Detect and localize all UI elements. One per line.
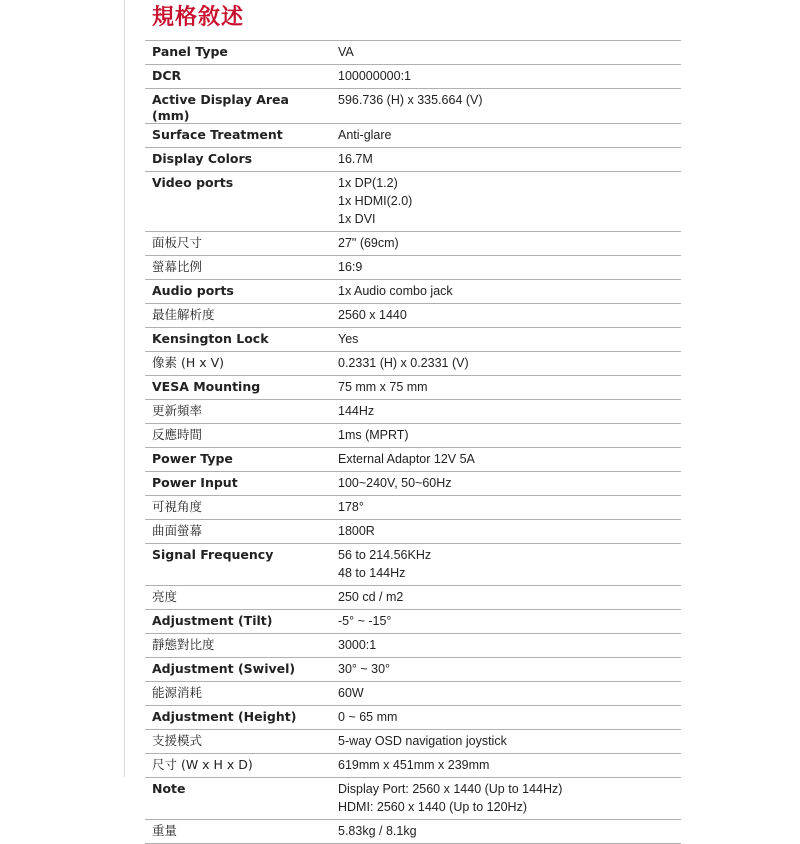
spec-label: Audio ports — [152, 283, 234, 298]
spec-value — [330, 544, 681, 585]
spec-value-line: External Adaptor 12V 5A — [338, 452, 475, 466]
page-title: 規格敘述 — [152, 5, 245, 30]
spec-label: 反應時間 — [152, 427, 203, 442]
spec-value — [330, 658, 681, 681]
spec-value — [330, 352, 681, 375]
spec-row — [145, 682, 681, 706]
spec-value — [330, 682, 681, 705]
spec-value-line: 100~240V, 50~60Hz — [338, 476, 452, 490]
spec-value-line: 5-way OSD navigation joystick — [338, 734, 507, 748]
spec-value-line: 1800R — [338, 524, 375, 538]
spec-row — [145, 520, 681, 544]
spec-value — [330, 65, 681, 88]
spec-value-line: 2560 x 1440 — [338, 308, 407, 322]
spec-value — [330, 41, 681, 64]
spec-value-line: 75 mm x 75 mm — [338, 380, 428, 394]
spec-value — [330, 328, 681, 351]
spec-label: Power Type — [152, 451, 233, 466]
spec-value-line: 27" (69cm) — [338, 236, 399, 250]
spec-row — [145, 472, 681, 496]
spec-row — [145, 232, 681, 256]
spec-label: 能源消耗 — [152, 685, 203, 700]
spec-value — [330, 89, 681, 112]
spec-value-line: VA — [338, 45, 354, 59]
spec-label: Signal Frequency — [152, 547, 274, 562]
spec-row — [145, 754, 681, 778]
spec-row — [145, 280, 681, 304]
spec-value-line: 250 cd / m2 — [338, 590, 404, 604]
spec-label: DCR — [152, 68, 182, 83]
spec-row — [145, 730, 681, 754]
spec-value — [330, 520, 681, 543]
left-divider — [124, 0, 125, 777]
spec-row — [145, 40, 681, 65]
spec-value-line: Yes — [338, 332, 359, 346]
spec-row — [145, 448, 681, 472]
spec-value-line: 100000000:1 — [338, 69, 411, 83]
spec-value — [330, 586, 681, 609]
spec-value — [330, 754, 681, 777]
spec-label: 螢幕比例 — [152, 259, 203, 274]
spec-value-line: 48 to 144Hz — [338, 566, 406, 580]
spec-value-line: 56 to 214.56KHz — [338, 548, 432, 562]
spec-value-line: 1x HDMI(2.0) — [338, 194, 413, 208]
spec-row — [145, 256, 681, 280]
spec-value — [330, 280, 681, 303]
spec-value-line: 0 ~ 65 mm — [338, 710, 398, 724]
spec-label: 尺寸 (W x H x D) — [152, 757, 253, 772]
spec-label: 亮度 — [152, 589, 178, 604]
spec-label: Power Input — [152, 475, 238, 490]
spec-value-line: 0.2331 (H) x 0.2331 (V) — [338, 356, 469, 370]
spec-value — [330, 634, 681, 657]
spec-row — [145, 65, 681, 89]
spec-value — [330, 496, 681, 519]
spec-value-line: 144Hz — [338, 404, 375, 418]
spec-label: Note — [152, 781, 186, 796]
spec-label: Adjustment (Swivel) — [152, 661, 296, 676]
spec-row — [145, 778, 681, 820]
spec-value-line: 1x DP(1.2) — [338, 176, 398, 190]
spec-table — [145, 40, 681, 844]
spec-row — [145, 820, 681, 844]
spec-value-line: 1ms (MPRT) — [338, 428, 409, 442]
spec-value-line: 619mm x 451mm x 239mm — [338, 758, 490, 772]
spec-value — [330, 376, 681, 399]
spec-value-line: 60W — [338, 686, 364, 700]
spec-row — [145, 400, 681, 424]
spec-value — [330, 448, 681, 471]
spec-label: Adjustment (Height) — [152, 709, 297, 724]
spec-row — [145, 544, 681, 586]
spec-label: 重量 — [152, 823, 178, 838]
spec-value-line: 30° ~ 30° — [338, 662, 391, 676]
spec-value-line: 3000:1 — [338, 638, 377, 652]
spec-value — [330, 706, 681, 729]
spec-row — [145, 328, 681, 352]
spec-row — [145, 634, 681, 658]
spec-label: 支援模式 — [152, 733, 203, 748]
spec-label: 曲面螢幕 — [152, 523, 203, 538]
spec-label: 靜態對比度 — [152, 637, 215, 652]
spec-label: VESA Mounting — [152, 379, 261, 394]
spec-label: Display Colors — [152, 151, 253, 166]
spec-value — [330, 730, 681, 753]
spec-value-line: Display Port: 2560 x 1440 (Up to 144Hz) — [338, 782, 563, 796]
spec-row — [145, 124, 681, 148]
spec-row — [145, 610, 681, 634]
spec-row — [145, 172, 681, 232]
spec-label: 可視角度 — [152, 499, 203, 514]
spec-value — [330, 148, 681, 171]
spec-row — [145, 352, 681, 376]
spec-value-line: 5.83kg / 8.1kg — [338, 824, 417, 838]
spec-value — [330, 400, 681, 423]
spec-value-line: 16:9 — [338, 260, 363, 274]
spec-value — [330, 778, 681, 819]
spec-label: Panel Type — [152, 44, 228, 59]
spec-value — [330, 304, 681, 327]
spec-value — [330, 232, 681, 255]
spec-value-line: -5° ~ -15° — [338, 614, 392, 628]
spec-label: 更新頻率 — [152, 403, 203, 418]
spec-row — [145, 376, 681, 400]
spec-label: Kensington Lock — [152, 331, 269, 346]
spec-label: Surface Treatment — [152, 127, 283, 142]
spec-label: 像素 (H x V) — [152, 355, 225, 370]
spec-value-line: Anti-glare — [338, 128, 392, 142]
spec-value — [330, 256, 681, 279]
spec-row — [145, 586, 681, 610]
spec-row — [145, 706, 681, 730]
spec-value-line: HDMI: 2560 x 1440 (Up to 120Hz) — [338, 800, 527, 814]
spec-row — [145, 424, 681, 448]
spec-row — [145, 496, 681, 520]
spec-value-line: 1x Audio combo jack — [338, 284, 453, 298]
spec-label: Active Display Area (mm) — [152, 92, 289, 123]
spec-row — [145, 304, 681, 328]
spec-value-line: 596.736 (H) x 335.664 (V) — [338, 93, 483, 107]
spec-row — [145, 658, 681, 682]
spec-value — [330, 424, 681, 447]
spec-row — [145, 89, 681, 124]
spec-value-line: 1x DVI — [338, 212, 376, 226]
spec-value — [330, 610, 681, 633]
spec-value-line: 16.7M — [338, 152, 373, 166]
spec-row — [145, 148, 681, 172]
spec-value — [330, 172, 681, 231]
spec-label: 面板尺寸 — [152, 235, 203, 250]
spec-value-line: 178° — [338, 500, 364, 514]
spec-value — [330, 820, 681, 843]
spec-value — [330, 472, 681, 495]
spec-label: Video ports — [152, 175, 234, 190]
spec-value — [330, 124, 681, 147]
spec-label: Adjustment (Tilt) — [152, 613, 273, 628]
spec-label: 最佳解析度 — [152, 307, 215, 322]
